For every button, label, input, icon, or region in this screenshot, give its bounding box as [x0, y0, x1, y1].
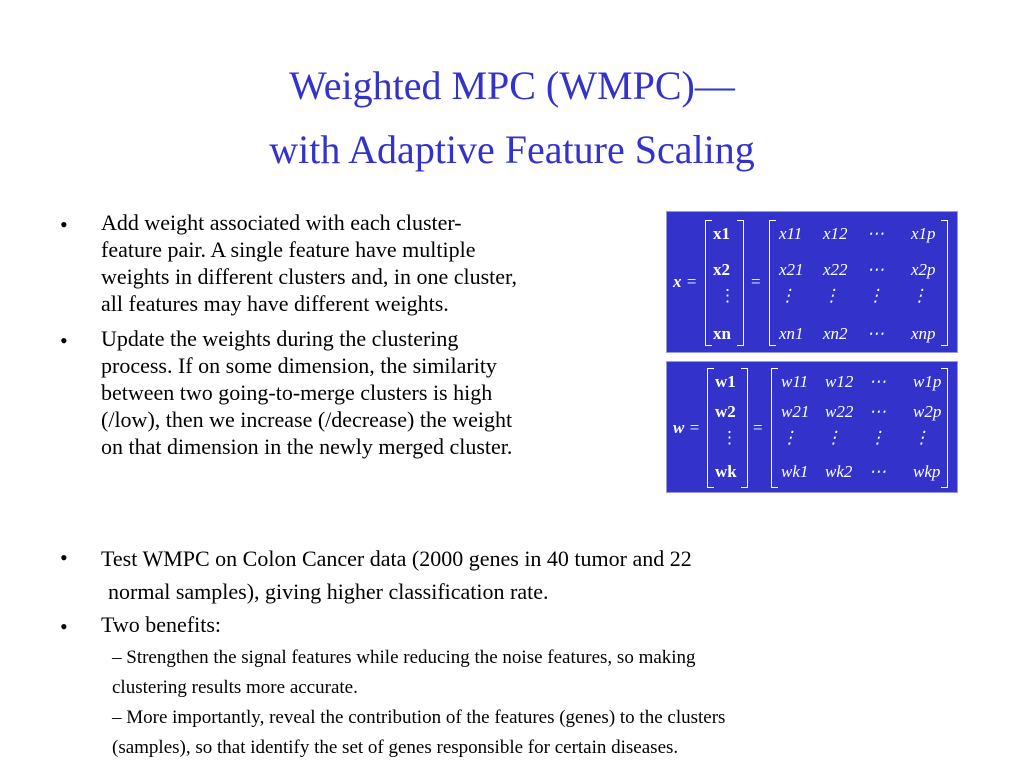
bullet-1-line: feature pair. A single feature have multiple	[101, 237, 476, 262]
equals-sign: =	[751, 272, 761, 291]
matrix-cell: wk2	[825, 462, 853, 481]
matrix-cell: w12	[825, 372, 854, 391]
matrix-cell: ⋯	[869, 402, 886, 421]
vector-x-entry: x2	[713, 260, 730, 279]
matrix-cell: xnp	[911, 324, 936, 343]
bullet-2-line: Update the weights during the clustering	[101, 326, 459, 351]
matrix-cell: ⋮	[913, 428, 930, 447]
vector-x-entry: xn	[713, 324, 731, 343]
bullet-1-line: all features may have different weights.	[101, 291, 449, 316]
vector-w-entry: w1	[715, 372, 736, 391]
matrix-cell: wk1	[781, 462, 809, 481]
vector-w-entry: w2	[715, 402, 736, 421]
matrix-cell: ⋯	[867, 224, 884, 243]
bullet-4-text: Two benefits:	[101, 612, 222, 637]
matrix-cell: x21	[779, 260, 804, 279]
matrix-cell: ⋯	[867, 324, 884, 343]
matrix-cell: w11	[781, 372, 809, 391]
bracket-right	[737, 220, 744, 346]
bullet-marker: •	[60, 614, 68, 639]
matrix-cell: xn2	[823, 324, 848, 343]
matrix-cell: w1p	[913, 372, 942, 391]
sub-bullet-line: clustering results more accurate.	[112, 677, 358, 698]
matrix-cell: ⋮	[869, 428, 886, 447]
vector-w-entry: wk	[715, 462, 737, 481]
matrix-cell: x1p	[911, 224, 936, 243]
bullet-2-line: process. If on some dimension, the similarity	[101, 353, 497, 378]
matrix-cell: ⋯	[869, 462, 886, 481]
vector-x-entry: ⋮	[719, 286, 736, 305]
vector-x-entry: x1	[713, 224, 730, 243]
bracket-right	[941, 368, 948, 488]
bracket-left	[707, 368, 714, 488]
matrix-cell: ⋮	[781, 428, 798, 447]
matrix-w-lhs: w =	[673, 418, 701, 437]
bullet-2-text	[101, 325, 512, 460]
sub-bullet-line: – More importantly, reveal the contribution of the features (genes) to the clusters	[112, 707, 726, 728]
bracket-right	[741, 368, 748, 488]
sub-bullet-2	[112, 703, 725, 763]
bracket-right	[941, 220, 948, 346]
bullet-1-text	[101, 209, 517, 317]
matrix-x-panel	[666, 211, 958, 353]
matrix-cell: xn1	[779, 324, 804, 343]
matrix-cell: wkp	[913, 462, 941, 481]
equals-sign: =	[753, 418, 763, 437]
matrix-cell: x11	[779, 224, 803, 243]
matrix-cell: ⋯	[867, 260, 884, 279]
bullet-3-text	[101, 542, 692, 608]
bullet-1-line: Add weight associated with each cluster-	[101, 210, 462, 235]
sub-bullet-line: (samples), so that identify the set of genes responsible for certain diseases.	[112, 737, 679, 758]
matrix-cell: ⋮	[911, 286, 928, 305]
bracket-left	[771, 368, 778, 488]
bullet-2-line: between two going-to-merge clusters is high	[101, 380, 493, 405]
matrix-cell: x2p	[911, 260, 936, 279]
matrix-cell: x12	[823, 224, 848, 243]
slide-title-line-1: Weighted MPC (WMPC)—	[289, 63, 735, 108]
sub-bullet-line: – Strengthen the signal features while reducing the noise features, so making	[112, 647, 696, 668]
bullet-2-line: (/low), then we increase (/decrease) the weight	[101, 407, 513, 432]
matrix-cell: ⋮	[779, 286, 796, 305]
matrix-cell: w22	[825, 402, 854, 421]
matrix-cell: w2p	[913, 402, 942, 421]
bracket-left	[705, 220, 712, 346]
matrix-cell: ⋮	[825, 428, 842, 447]
matrix-cell: x22	[823, 260, 848, 279]
slide-title-line-2: with Adaptive Feature Scaling	[269, 127, 755, 172]
sub-bullet-1	[112, 643, 696, 703]
bullet-3-line: Test WMPC on Colon Cancer data (2000 genes in 40 tumor and 22	[101, 546, 692, 571]
bullet-marker: •	[60, 328, 68, 353]
matrix-w-panel	[666, 361, 958, 493]
bullet-marker: •	[60, 545, 68, 570]
bracket-left	[769, 220, 776, 346]
bullet-3-line: normal samples), giving higher classification rate.	[108, 579, 549, 604]
matrix-cell: ⋯	[869, 372, 886, 391]
bullet-2-line: on that dimension in the newly merged cluster.	[101, 434, 513, 459]
matrix-x-lhs: x =	[673, 272, 698, 291]
bullet-marker: •	[60, 212, 68, 237]
vector-w-entry: ⋮	[721, 428, 738, 447]
bullet-1-line: weights in different clusters and, in one cluster,	[101, 264, 517, 289]
matrix-cell: ⋮	[823, 286, 840, 305]
matrix-cell: w21	[781, 402, 810, 421]
matrix-cell: ⋮	[867, 286, 884, 305]
